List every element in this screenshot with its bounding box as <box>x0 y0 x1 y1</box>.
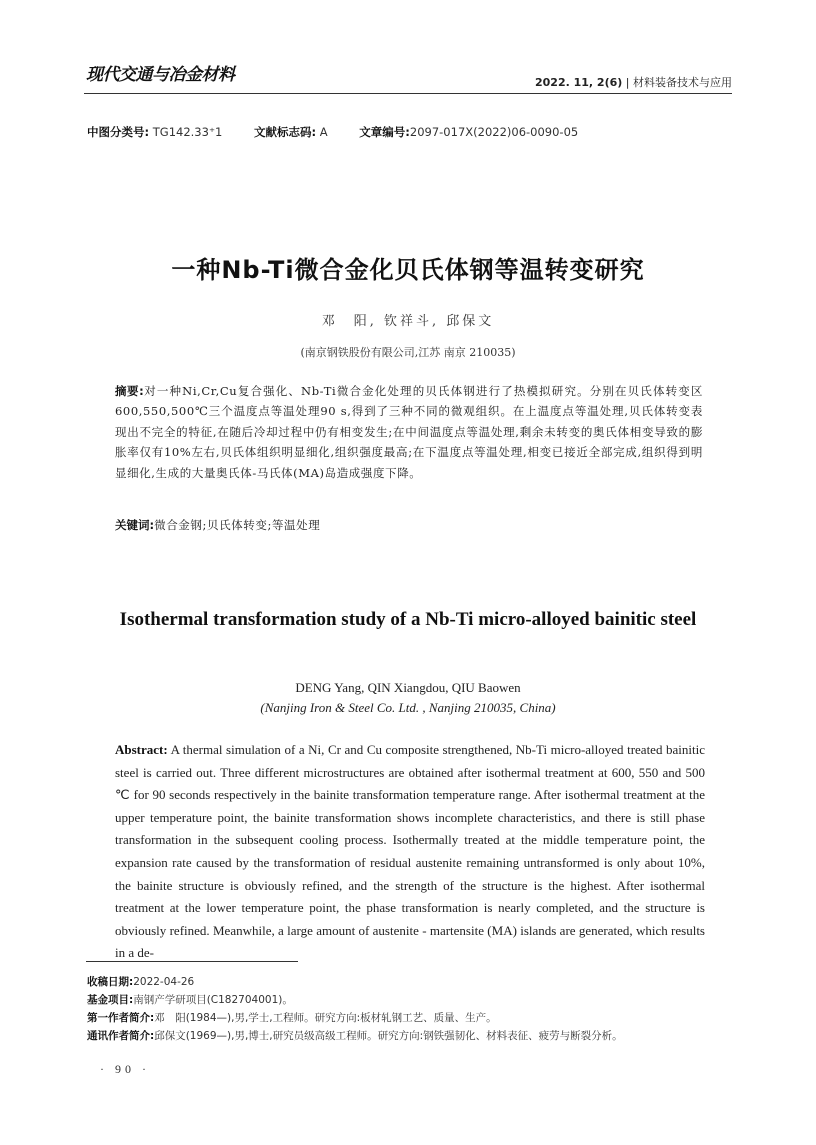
fund-text: 南钢产学研项目(C182704001)。 <box>133 994 293 1006</box>
english-abstract <box>115 739 705 965</box>
chinese-keywords-label: 关键词: <box>115 518 155 532</box>
received-date: 2022-04-26 <box>133 976 195 988</box>
header-rule <box>84 93 732 94</box>
doc-code-label: 文献标志码: <box>253 125 317 139</box>
page-number: · 90 · <box>100 1062 150 1076</box>
footnote-received <box>87 974 194 989</box>
english-abstract-label: Abstract: <box>115 742 168 757</box>
chinese-affiliation: (南京钢铁股份有限公司,江苏 南京 210035) <box>300 346 516 359</box>
journal-logo: 现代交通与冶金材料 <box>86 65 235 85</box>
clc-label: 中图分类号: <box>87 125 150 139</box>
chinese-abstract-text: 对一种Ni,Cr,Cu复合强化、Nb-Ti微合金化处理的贝氏体钢进行了热模拟研究。分别在贝氏体转变区600,550,500℃三个温度点等温处理90 s,得到了三种不同的微观组织。在上温度点等温处理,贝氏体转变表现出不完全的特征,在随后冷却过程中仍有相变发生;在中间温度点等温处理,剩余未转变的奥氏体相变导致的膨胀率仅有10%左右,贝氏体组织明显细化,组织强度最高;在下温度点等温处理,相变已接近全部完成,组织得到明显细化,生成的大量奥氏体-马氏体(MA)岛造成强度下降。 <box>115 384 703 480</box>
first-author-text: 邓 阳(1984—),男,学士,工程师。研究方向:板材轧钢工艺、质量、生产。 <box>154 1012 497 1024</box>
running-header <box>535 74 732 90</box>
issue-info: 2022. 11, 2(6) <box>534 76 623 89</box>
chinese-title: 一种Nb-Ti微合金化贝氏体钢等温转变研究 <box>171 256 645 284</box>
corr-author-text: 邱保文(1969—),男,博士,研究员级高级工程师。研究方向:钢铁强韧化、材料表征、疲劳与断裂分析。 <box>154 1030 623 1042</box>
chinese-keywords-text: 微合金钢;贝氏体转变;等温处理 <box>154 518 321 532</box>
classification-line <box>87 124 578 140</box>
footnote-fund <box>87 992 293 1007</box>
english-title: Isothermal transformation study of a Nb-Ti micro-alloyed bainitic steel <box>119 609 697 630</box>
english-affiliation: (Nanjing Iron & Steel Co. Ltd. , Nanjing 210035, China) <box>260 700 556 715</box>
english-authors: DENG Yang, QIN Xiangdou, QIU Baowen <box>295 680 521 695</box>
received-label: 收稿日期: <box>87 976 134 988</box>
english-abstract-text: A thermal simulation of a Ni, Cr and Cu composite strengthened, Nb-Ti micro-alloyed treated bainitic steel is carried out. Three different microstructures are obtained after isothermal treatment at 600, 550 and 500 ℃ for 90 seconds respectively in the bainite transformation temperature range. After isothermal treatment at the upper temperature point, the bainite transformation shows incomplete characteristics, and there is still phase transformation in the subsequent cooling process. Isothermally treated at the middle temperature point, the expansion rate caused by the transformation of residual austenite remaining untransformed is only about 10%, the bainite structure is obviously refined, and the strength of the structure is the highest. After isothermal treatment at the lower temperature point, the phase transformation is nearly completed, and the structure is obviously refined. Meanwhile, a large amount of austenite - martensite (MA) islands are generated, which results in a de- <box>115 742 705 961</box>
header-separator: | <box>622 76 633 89</box>
article-no-label: 文章编号: <box>359 125 410 139</box>
clc-value: TG142.33⁺1 <box>152 125 223 139</box>
footnote-corresponding-author <box>87 1028 623 1043</box>
section-name: 材料装备技术与应用 <box>633 76 732 89</box>
chinese-authors: 邓 阳, 钦祥斗, 邱保文 <box>321 314 495 329</box>
first-author-label: 第一作者简介: <box>87 1012 155 1024</box>
footnote-rule <box>86 961 298 962</box>
chinese-abstract-label: 摘要: <box>115 384 144 398</box>
fund-label: 基金项目: <box>87 994 134 1006</box>
chinese-keywords <box>115 517 320 533</box>
chinese-abstract <box>115 381 703 483</box>
doc-code-value: A <box>319 125 328 139</box>
article-no-value: 2097-017X(2022)06-0090-05 <box>409 125 579 139</box>
corr-author-label: 通讯作者简介: <box>87 1030 155 1042</box>
footnote-first-author <box>87 1010 497 1025</box>
